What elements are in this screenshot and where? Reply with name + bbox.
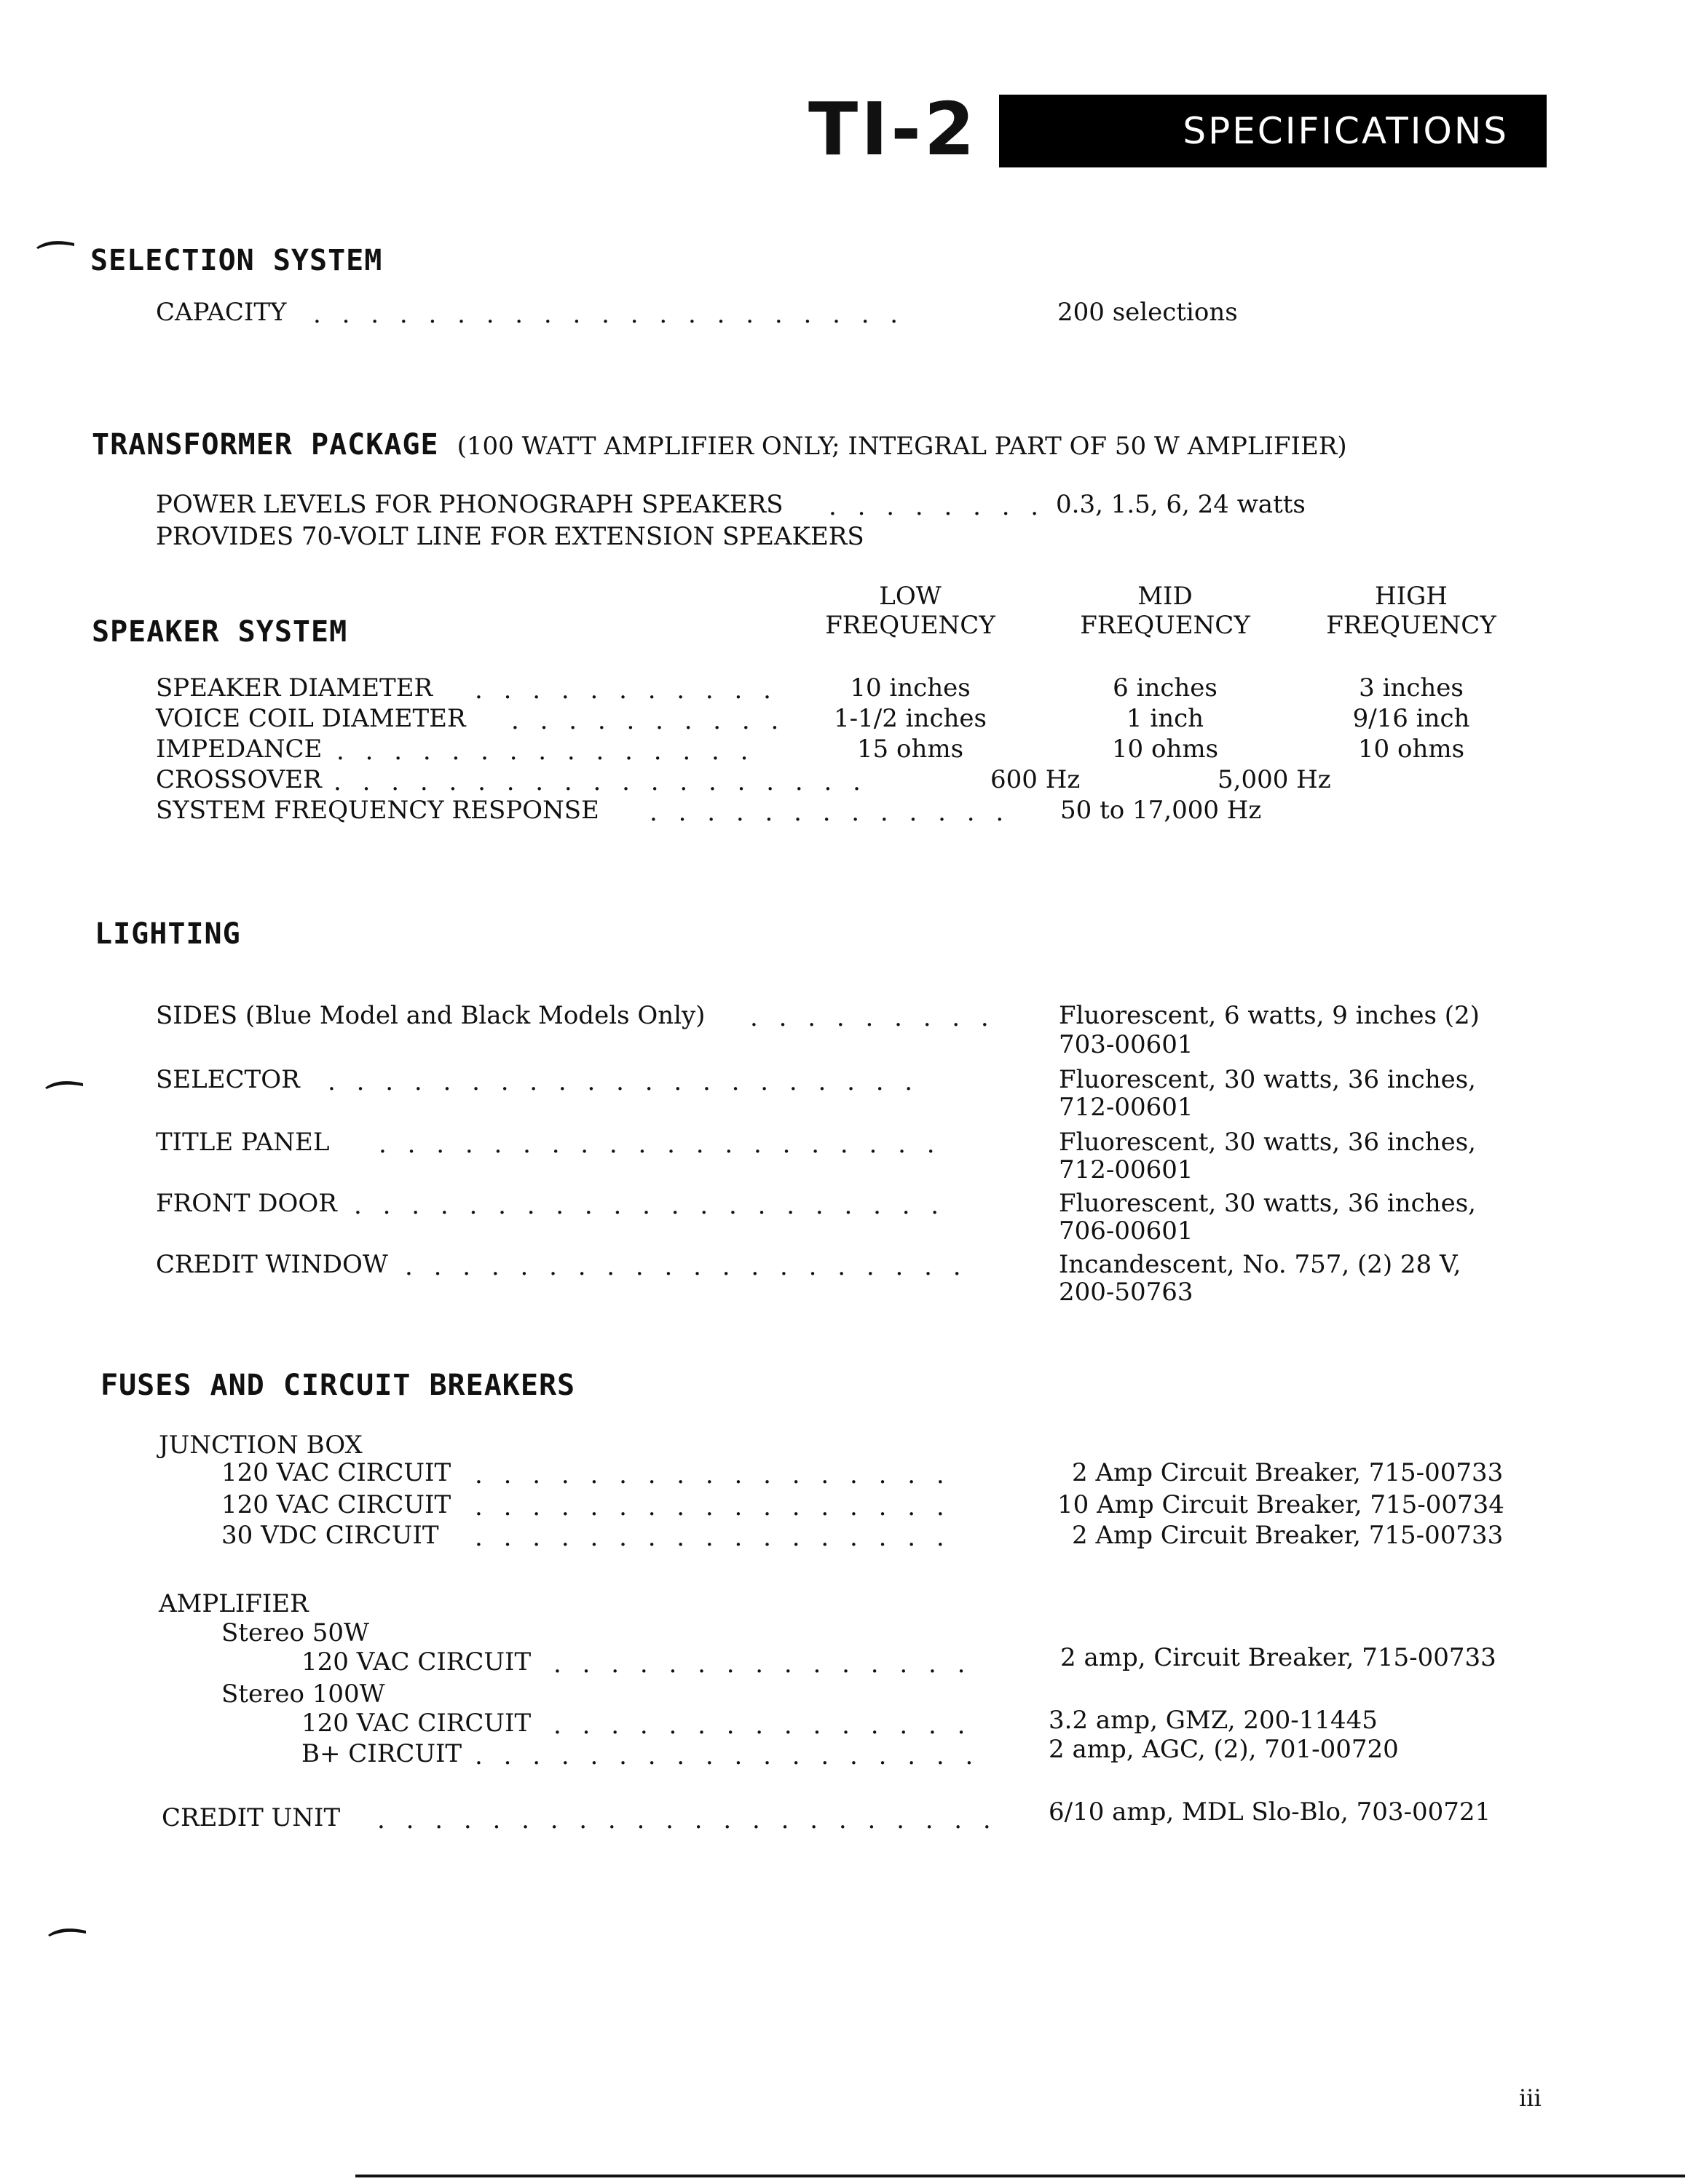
leader-dots: . . . . . . . . . . . . . . . . . . . . . <box>313 300 905 329</box>
leader-dots: . . . . . . . . . . . . . . . . . <box>475 1523 951 1552</box>
extension-speakers-line: PROVIDES 70-VOLT LINE FOR EXTENSION SPEAKERS <box>156 522 864 551</box>
lighting-selector-part: 712-00601 <box>1059 1093 1193 1122</box>
leader-dots: . . . . . . . . . . . . . . . . . <box>475 1492 951 1522</box>
low-frequency-header-bottom: FREQUENCY <box>825 611 995 640</box>
voice-coil-diameter-high: 9/16 inch <box>1352 704 1470 733</box>
leader-dots: . . . . . . . . . . . . . . . . . . . . <box>405 1252 968 1281</box>
impedance-mid: 10 ohms <box>1111 735 1219 764</box>
crossover-label: CROSSOVER <box>156 765 322 794</box>
selection-system-heading: SELECTION SYSTEM <box>90 244 383 277</box>
leader-dots: . . . . . . . . . . . . . . . . . . <box>475 1741 980 1770</box>
impedance-label: IMPEDANCE <box>156 735 323 764</box>
lighting-front-door-part: 706-00601 <box>1059 1216 1193 1246</box>
lighting-front-door-value: Fluorescent, 30 watts, 36 inches, <box>1059 1189 1476 1218</box>
stereo-100w-label: Stereo 100W <box>221 1679 385 1709</box>
leader-dots: . . . . . . . . . . <box>511 706 786 735</box>
leader-dots: . . . . . . . . . . . . . . . <box>553 1650 972 1679</box>
lighting-selector-value: Fluorescent, 30 watts, 36 inches, <box>1059 1065 1476 1094</box>
impedance-high: 10 ohms <box>1357 735 1465 764</box>
high-frequency-header-bottom: FREQUENCY <box>1326 611 1496 640</box>
footer-rule <box>355 2175 1685 2177</box>
junction-box-label: JUNCTION BOX <box>159 1431 363 1460</box>
frequency-response-label: SYSTEM FREQUENCY RESPONSE <box>156 796 599 825</box>
stereo-100w-120vac-label: 120 VAC CIRCUIT <box>301 1709 532 1738</box>
page-number: iii <box>1519 2084 1542 2112</box>
stereo-100w-120vac-value: 3.2 amp, GMZ, 200-11445 <box>1049 1706 1378 1735</box>
model-title: TI-2 <box>808 87 978 172</box>
junction-120vac-2-label: 120 VAC CIRCUIT <box>221 1490 451 1519</box>
leader-dots: . . . . . . . . . . . . . . . <box>553 1711 972 1740</box>
junction-120vac-2-value: 10 Amp Circuit Breaker, 715-00734 <box>1057 1490 1504 1519</box>
leader-dots: . . . . . . . . . . . . . . . . . . . <box>334 767 867 796</box>
junction-30vdc-value: 2 Amp Circuit Breaker, 715-00733 <box>1072 1521 1504 1550</box>
junction-30vdc-label: 30 VDC CIRCUIT <box>221 1521 439 1550</box>
lighting-sides-label: SIDES (Blue Model and Black Models Only) <box>156 1001 706 1030</box>
amplifier-label: AMPLIFIER <box>159 1589 309 1618</box>
stereo-100w-bplus-value: 2 amp, AGC, (2), 701-00720 <box>1049 1735 1399 1764</box>
transformer-package-heading <box>92 428 1347 462</box>
lighting-credit-window-value: Incandescent, No. 757, (2) 28 V, <box>1059 1250 1461 1279</box>
lighting-heading: LIGHTING <box>95 917 241 951</box>
specifications-banner: SPECIFICATIONS <box>999 95 1547 167</box>
speaker-system-heading: SPEAKER SYSTEM <box>92 615 348 649</box>
margin-mark-3 <box>47 1925 87 1936</box>
voice-coil-diameter-low: 1-1/2 inches <box>834 704 987 733</box>
mid-frequency-header-top: MID <box>1137 582 1193 611</box>
frequency-response-value: 50 to 17,000 Hz <box>1060 796 1262 825</box>
stereo-50w-120vac-label: 120 VAC CIRCUIT <box>301 1647 532 1677</box>
leader-dots: . . . . . . . . . . . <box>475 676 778 705</box>
lighting-credit-window-part: 200-50763 <box>1059 1278 1193 1307</box>
fuses-heading: FUSES AND CIRCUIT BREAKERS <box>100 1369 576 1402</box>
speaker-diameter-high: 3 inches <box>1359 673 1464 703</box>
capacity-label: CAPACITY <box>156 298 287 327</box>
credit-unit-value: 6/10 amp, MDL Slo-Blo, 703-00721 <box>1049 1797 1491 1827</box>
leader-dots: . . . . . . . . . <box>750 1003 995 1032</box>
voice-coil-diameter-mid: 1 inch <box>1126 704 1204 733</box>
leader-dots: . . . . . . . . . . . . . . . <box>336 737 755 766</box>
junction-120vac-1-label: 120 VAC CIRCUIT <box>221 1458 451 1487</box>
leader-dots: . . . . . . . . . . . . . . . . . <box>475 1460 951 1489</box>
power-levels-value: 0.3, 1.5, 6, 24 watts <box>1056 490 1306 519</box>
lighting-title-panel-part: 712-00601 <box>1059 1155 1193 1184</box>
stereo-100w-bplus-label: B+ CIRCUIT <box>301 1739 462 1768</box>
lighting-title-panel-value: Fluorescent, 30 watts, 36 inches, <box>1059 1128 1476 1157</box>
junction-120vac-1-value: 2 Amp Circuit Breaker, 715-00733 <box>1072 1458 1504 1487</box>
margin-mark-1 <box>35 237 76 249</box>
impedance-low: 15 ohms <box>856 735 964 764</box>
lighting-front-door-label: FRONT DOOR <box>156 1189 337 1218</box>
mid-frequency-header-bottom: FREQUENCY <box>1080 611 1250 640</box>
speaker-diameter-mid: 6 inches <box>1113 673 1218 703</box>
capacity-value: 200 selections <box>1057 298 1238 327</box>
lighting-sides-value: Fluorescent, 6 watts, 9 inches (2) <box>1059 1001 1480 1030</box>
margin-mark-2 <box>44 1077 84 1089</box>
lighting-sides-part: 703-00601 <box>1059 1030 1193 1059</box>
leader-dots: . . . . . . . . . . . . . . . . . . . . . <box>354 1191 946 1220</box>
crossover-low-mid: 600 Hz <box>990 765 1081 794</box>
stereo-50w-label: Stereo 50W <box>221 1618 369 1647</box>
high-frequency-header-top: HIGH <box>1375 582 1448 611</box>
stereo-50w-120vac-value: 2 amp, Circuit Breaker, 715-00733 <box>1060 1643 1496 1672</box>
leader-dots: . . . . . . . . . . . . . <box>650 798 1011 827</box>
leader-dots: . . . . . . . . <box>829 492 1046 521</box>
power-levels-label: POWER LEVELS FOR PHONOGRAPH SPEAKERS <box>156 490 784 519</box>
lighting-credit-window-label: CREDIT WINDOW <box>156 1250 388 1279</box>
transformer-package-note: (100 WATT AMPLIFIER ONLY; INTEGRAL PART OF 50 W AMPLIFIER) <box>457 432 1347 461</box>
crossover-mid-high: 5,000 Hz <box>1218 765 1331 794</box>
leader-dots: . . . . . . . . . . . . . . . . . . . . . <box>328 1067 920 1096</box>
lighting-selector-label: SELECTOR <box>156 1065 300 1094</box>
leader-dots: . . . . . . . . . . . . . . . . . . . . <box>379 1130 942 1159</box>
voice-coil-diameter-label: VOICE COIL DIAMETER <box>156 704 466 733</box>
speaker-diameter-low: 10 inches <box>850 673 971 703</box>
lighting-title-panel-label: TITLE PANEL <box>156 1128 330 1157</box>
credit-unit-label: CREDIT UNIT <box>162 1803 341 1832</box>
leader-dots: . . . . . . . . . . . . . . . . . . . . . . <box>377 1805 998 1835</box>
low-frequency-header-top: LOW <box>879 582 942 611</box>
speaker-diameter-label: SPEAKER DIAMETER <box>156 673 433 703</box>
transformer-package-title: TRANSFORMER PACKAGE <box>92 428 439 462</box>
